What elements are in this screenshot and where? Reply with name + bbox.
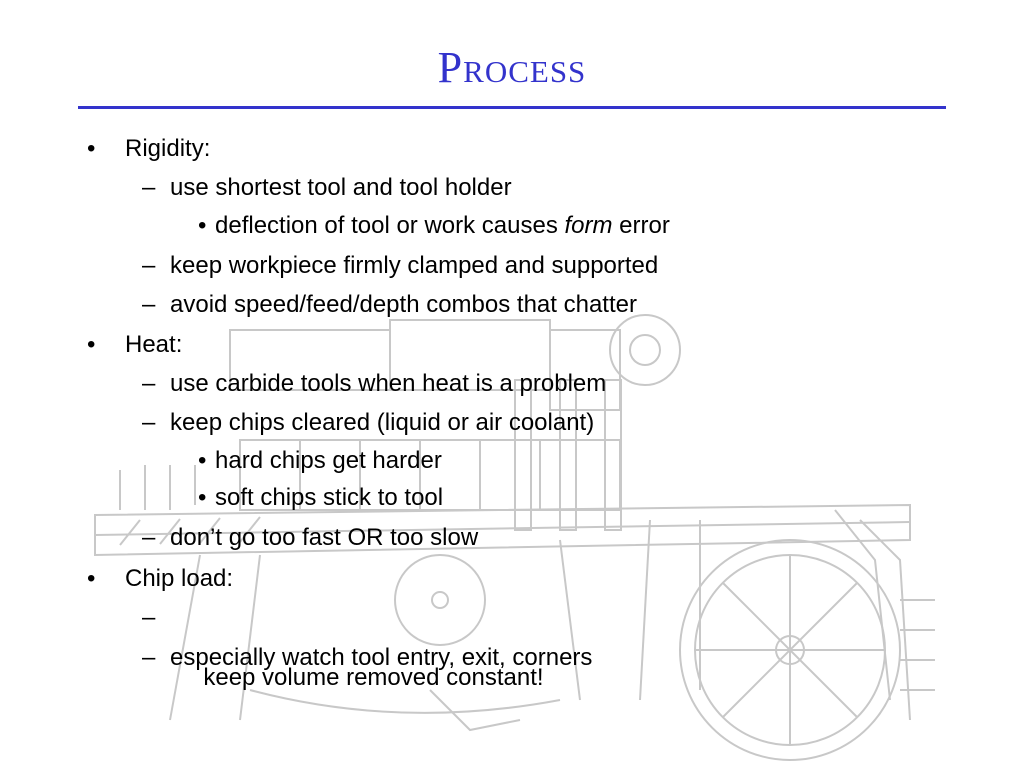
slide-title: Process [437, 43, 587, 92]
sub-sub-item-text: hard chips get harder [215, 447, 442, 474]
sub-item-text: keep volume removed constant! [196, 664, 544, 691]
sub-item-tool-entry [142, 643, 593, 673]
bullet-marker: • [198, 212, 207, 239]
sub-item-workpiece [142, 251, 659, 281]
sub-sub-item-soft-chips [198, 483, 444, 513]
emphasis-text: form [564, 212, 613, 239]
sub-sub-item-text-end: error [612, 212, 670, 239]
dash-marker: – [142, 252, 156, 279]
bullet-marker: • [87, 331, 96, 358]
bullet-item-chip-load [87, 564, 234, 594]
dash-marker: – [142, 370, 156, 397]
dash-marker: – [142, 644, 156, 671]
bullet-text: Chip load: [125, 565, 234, 592]
sub-item-chips-cleared [142, 408, 595, 438]
sub-item-shortest-tool [142, 173, 512, 203]
dash-marker: – [142, 604, 156, 631]
sub-item-text: keep chips cleared (liquid or air coolant) [170, 409, 595, 436]
title-divider [78, 106, 946, 109]
bullet-text: Rigidity: [125, 135, 211, 162]
dash-marker: – [142, 174, 156, 201]
bullet-marker: • [198, 447, 207, 474]
bullet-marker: • [87, 135, 96, 162]
dash-marker: – [142, 291, 156, 318]
sub-item-carbide [142, 369, 607, 399]
sub-sub-item-hard-chips [198, 446, 442, 476]
bullet-item-rigidity [87, 134, 211, 164]
sub-item-chatter [142, 290, 637, 320]
sub-sub-item-text: soft chips stick to tool [215, 484, 444, 511]
sub-item-text: keep workpiece firmly clamped and supported [170, 252, 659, 279]
bullet-marker: • [87, 565, 96, 592]
sub-sub-item-deflection [198, 211, 670, 241]
sub-item-text: use carbide tools when heat is a problem [170, 370, 607, 397]
sub-sub-item-text-start: deflection of tool or work causes [215, 212, 565, 239]
bullet-marker: • [198, 484, 207, 511]
sub-item-text: avoid speed/feed/depth combos that chatter [170, 291, 637, 318]
sub-item-text: don’t go too fast OR too slow [170, 524, 479, 551]
sub-item-speed [142, 523, 479, 553]
bullet-text: Heat: [125, 331, 183, 358]
sub-item-text: use shortest tool and tool holder [170, 174, 512, 201]
bullet-item-heat [87, 330, 183, 360]
dash-marker: – [142, 409, 156, 436]
sub-item-text: especially watch tool entry, exit, corners [170, 644, 593, 671]
dash-marker: – [142, 524, 156, 551]
